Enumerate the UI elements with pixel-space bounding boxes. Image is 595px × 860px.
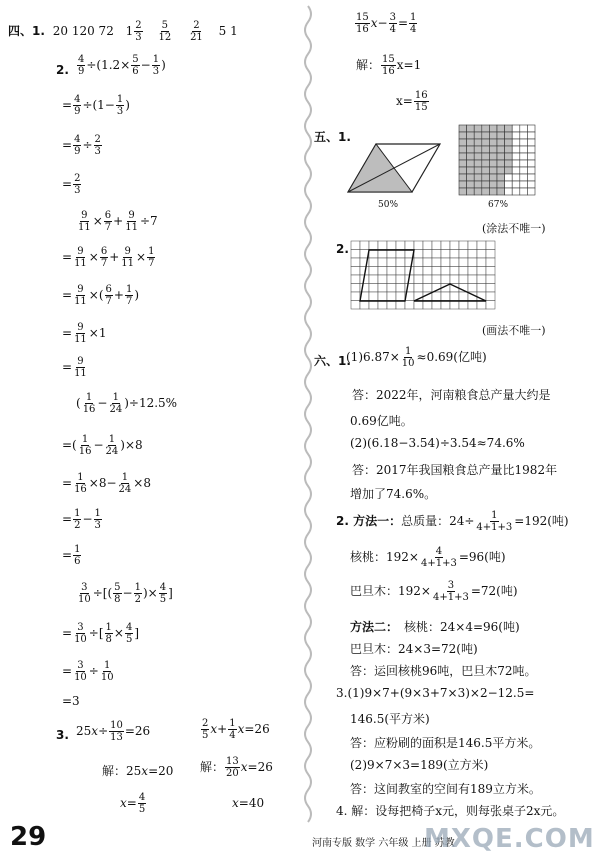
grid-cell: [477, 284, 486, 293]
math-line: ( $\frac{1}{16}$ − $\frac{1}{24}$ )÷12.5%: [76, 392, 178, 415]
grid-cell: [520, 132, 528, 139]
math-line: 解：25x=20: [102, 764, 174, 778]
s4-frac-2: $\frac{5}{12}$: [158, 20, 172, 43]
math-line: = $\frac{9}{11}$: [62, 356, 87, 379]
grid-cell: [489, 167, 497, 174]
grid-cell: [467, 146, 475, 153]
grid-cell: [489, 125, 497, 132]
grid-cell: [396, 275, 405, 284]
grid-cell: [467, 153, 475, 160]
grid-cell: [432, 267, 441, 276]
grid-cell: [527, 132, 535, 139]
grid-cell: [369, 241, 378, 250]
grid-cell: [468, 275, 477, 284]
s6-line-6: 增加了74.6%。: [350, 487, 437, 501]
grid-cell: [486, 250, 495, 259]
note-drawing: (画法不唯一): [482, 324, 546, 337]
s4-frac-3: $\frac{2}{21}$: [190, 20, 203, 43]
right-x-line: x= $\frac{16}{15}$: [396, 90, 428, 113]
s6-line-5: 答：2017年我国粮食总产量比1982年: [352, 463, 558, 477]
right-eq-line: $\frac{15}{16}$ x− $\frac{3}{4}$ = $\frac{1}{4}$: [356, 12, 417, 35]
grid-cell: [489, 146, 497, 153]
grid-cell: [477, 241, 486, 250]
grid-cell: [520, 174, 528, 181]
grid-cell: [351, 292, 360, 301]
grid-cell: [512, 139, 520, 146]
grid-cell: [369, 267, 378, 276]
grid-cell: [486, 258, 495, 267]
math-line: =3: [62, 694, 80, 708]
method2-heading: 方法二：: [350, 620, 399, 634]
pct-67-label: 67%: [488, 200, 509, 210]
grid-cell: [459, 139, 467, 146]
section-6-heading: 六、1.: [314, 354, 351, 368]
grid-cell: [489, 181, 497, 188]
s6-line-3: 0.69亿吨。: [350, 414, 413, 428]
grid-cell: [489, 153, 497, 160]
grid-cell: [378, 267, 387, 276]
grid-cell: [527, 160, 535, 167]
grid-cell: [432, 250, 441, 259]
grid-cell: [482, 153, 490, 160]
grid-cell: [441, 275, 450, 284]
grid-cell: [505, 132, 513, 139]
grid-cell: [396, 284, 405, 293]
grid-cell: [459, 146, 467, 153]
q2-label: 2.: [56, 63, 69, 77]
grid-cell: [450, 241, 459, 250]
grid-cell: [378, 301, 387, 310]
grid-cell: [505, 188, 513, 195]
grid-cell: [505, 146, 513, 153]
grid-cell: [527, 181, 535, 188]
grid-cell: [512, 153, 520, 160]
grid-cell: [423, 275, 432, 284]
q4-line-1: 4. 解：设每把椅子x元，则每张桌子2x元。: [336, 804, 565, 818]
grid-cell: [351, 267, 360, 276]
grid-cell: [450, 292, 459, 301]
grid-cell: [468, 241, 477, 250]
grid-cell: [432, 301, 441, 310]
grid-cell: [468, 284, 477, 293]
grid-cell: [459, 275, 468, 284]
grid-cell: [378, 241, 387, 250]
grid-cell: [512, 188, 520, 195]
grid-cell: [497, 139, 505, 146]
s4-mixed: 1 $\frac{2}{3}$: [125, 20, 142, 43]
grid-cell: [369, 301, 378, 310]
grid-cell: [512, 132, 520, 139]
grid-cell: [474, 160, 482, 167]
grid-cell: [486, 301, 495, 310]
grid-cell: [497, 132, 505, 139]
grid-cell: [423, 258, 432, 267]
grid-cell: [459, 132, 467, 139]
grid-cell: [527, 139, 535, 146]
grid-cell: [441, 301, 450, 310]
page-number: 29: [10, 822, 47, 852]
grid-cell: [520, 125, 528, 132]
math-line: $\frac{4}{9}$ ÷(1.2× $\frac{5}{6}$ − $\frac{1}{3}$ ): [78, 54, 166, 77]
m2-line-3: 答：运回核桃96吨，巴旦木72吨。: [350, 664, 537, 678]
grid-cell: [459, 267, 468, 276]
grid-cell: [477, 301, 486, 310]
section-4-heading: 四、1.: [8, 24, 45, 38]
math-line: $\frac{2}{5}$ x+ $\frac{1}{4}$ x=26: [202, 718, 270, 741]
grid-cell: [512, 167, 520, 174]
math-line: = $\frac{9}{11}$ ×1: [62, 322, 107, 345]
pct-50-label: 50%: [378, 200, 399, 210]
s4-answers: 20 120 72: [52, 24, 114, 38]
math-line: = $\frac{4}{9}$ ÷(1− $\frac{1}{3}$ ): [62, 94, 130, 117]
grid-cell: [360, 241, 369, 250]
grid-cell: [423, 284, 432, 293]
grid-cell: [489, 139, 497, 146]
grid-cell: [497, 146, 505, 153]
footer-text: 河南专版 数学 六年级 上册 苏教: [312, 838, 455, 849]
grid-cell: [512, 125, 520, 132]
grid-cell: [474, 181, 482, 188]
grid-cell: [387, 241, 396, 250]
grid-cell: [512, 174, 520, 181]
grid-cell: [459, 181, 467, 188]
m2-line-2: 巴旦木：24×3=72(吨): [350, 642, 478, 656]
grid-cell: [387, 258, 396, 267]
grid-cell: [489, 174, 497, 181]
grid-cell: [432, 241, 441, 250]
math-line: x= $\frac{4}{5}$: [120, 792, 146, 815]
grid-cell: [459, 250, 468, 259]
grid-cell: [474, 139, 482, 146]
grid-cell: [467, 139, 475, 146]
grid-cell: [474, 132, 482, 139]
grid-cell: [414, 275, 423, 284]
grid-cell: [387, 284, 396, 293]
grid-cell: [497, 153, 505, 160]
grid-cell: [360, 301, 369, 310]
grid-cell: [467, 188, 475, 195]
grid-cell: [489, 160, 497, 167]
s6-line-1: (1)6.87× $\frac{1}{10}$ ≈0.69(亿吨): [346, 346, 487, 369]
grid-cell: [396, 292, 405, 301]
grid-cell: [497, 188, 505, 195]
grid-cell: [441, 292, 450, 301]
grid-cell: [423, 301, 432, 310]
grid-cell: [450, 267, 459, 276]
grid-cell: [351, 241, 360, 250]
q3-line-3: 答：应粉刷的面积是146.5平方米。: [350, 736, 541, 750]
grid-cell: [378, 258, 387, 267]
grid-cell: [486, 275, 495, 284]
grid-cell: [351, 284, 360, 293]
grid-cell: [378, 250, 387, 259]
grid-cell: [351, 250, 360, 259]
grid-cell: [482, 146, 490, 153]
grid-cell: [489, 132, 497, 139]
grid-cell: [482, 139, 490, 146]
grid-cell: [527, 125, 535, 132]
grid-cell: [405, 301, 414, 310]
grid-cell: [497, 167, 505, 174]
grid-cell: [527, 188, 535, 195]
q3-label: 3.: [56, 728, 69, 742]
grid-cell: [441, 241, 450, 250]
math-line: = $\frac{1}{2}$ − $\frac{1}{3}$: [62, 508, 101, 531]
grid-cell: [369, 258, 378, 267]
q3-line-4: (2)9×7×3=189(立方米): [350, 758, 489, 772]
math-line: = $\frac{2}{3}$: [62, 173, 81, 196]
grid-cell: [432, 258, 441, 267]
grid-cell: [520, 160, 528, 167]
drawing-grid-figure: [350, 240, 496, 310]
grid-cell: [414, 241, 423, 250]
grid-cell: [414, 258, 423, 267]
grid-cell: [369, 250, 378, 259]
grid-cell: [432, 292, 441, 301]
grid-cell: [474, 125, 482, 132]
shaded-grid-figure: [458, 124, 536, 196]
grid-cell: [459, 167, 467, 174]
grid-cell: [474, 167, 482, 174]
grid-cell: [505, 153, 513, 160]
grid-cell: [459, 153, 467, 160]
grid-cell: [351, 258, 360, 267]
grid-cell: [520, 139, 528, 146]
grid-cell: [520, 153, 528, 160]
s5-q2-label: 2.: [336, 242, 349, 256]
grid-cell: [423, 250, 432, 259]
grid-cell: [497, 160, 505, 167]
grid-cell: [467, 181, 475, 188]
grid-cell: [467, 167, 475, 174]
grid-cell: [369, 292, 378, 301]
grid-cell: [468, 267, 477, 276]
grid-cell: [396, 267, 405, 276]
grid-cell: [441, 267, 450, 276]
grid-cell: [468, 301, 477, 310]
grid-cell: [414, 267, 423, 276]
s4-tail: 5 1: [218, 24, 238, 38]
grid-cell: [520, 188, 528, 195]
grid-cell: [505, 139, 513, 146]
grid-cell: [387, 250, 396, 259]
grid-cell: [405, 241, 414, 250]
grid-cell: [497, 181, 505, 188]
grid-cell: [414, 250, 423, 259]
q3-line-2: 146.5(平方米): [350, 712, 430, 726]
grid-cell: [351, 275, 360, 284]
note-coloring: (涂法不唯一): [482, 222, 546, 235]
grid-cell: [423, 241, 432, 250]
grid-cell: [474, 188, 482, 195]
grid-cell: [468, 258, 477, 267]
grid-cell: [450, 301, 459, 310]
section-5-heading: 五、1.: [314, 130, 351, 144]
grid-cell: [520, 146, 528, 153]
page-footer: [0, 820, 595, 860]
grid-cell: [459, 301, 468, 310]
grid-cell: [474, 146, 482, 153]
math-line: = $\frac{9}{11}$ ×( $\frac{6}{7}$ + $\frac{1}{7}$ ): [62, 284, 140, 307]
q3-line-5: 答：这间教室的空间有189立方米。: [350, 782, 541, 796]
m2-line-1: 核桃：24×4=96(吨): [404, 620, 520, 634]
grid-cell: [482, 174, 490, 181]
grid-cell: [482, 188, 490, 195]
math-line: $\frac{3}{10}$ ÷[( $\frac{5}{8}$ − $\frac{1}{2}$ )× $\frac{4}{5}$ ]: [78, 582, 173, 605]
grid-cell: [489, 188, 497, 195]
grid-cell: [527, 146, 535, 153]
math-line: = $\frac{1}{16}$ ×8− $\frac{1}{24}$ ×8: [62, 472, 151, 495]
grid-cell: [378, 275, 387, 284]
math-line: $\frac{9}{11}$ × $\frac{6}{7}$ + $\frac{9}{11}$ ÷7: [78, 210, 158, 233]
grid-cell: [459, 241, 468, 250]
grid-cell: [486, 292, 495, 301]
math-line: x=40: [232, 796, 265, 810]
grid-cell: [432, 275, 441, 284]
grid-cell: [505, 160, 513, 167]
grid-cell: [497, 125, 505, 132]
grid-cell: [396, 301, 405, 310]
grid-cell: [520, 167, 528, 174]
grid-cell: [474, 174, 482, 181]
grid-cell: [505, 181, 513, 188]
grid-cell: [423, 267, 432, 276]
math-line: = $\frac{3}{10}$ ÷ $\frac{1}{10}$: [62, 660, 114, 683]
grid-cell: [378, 284, 387, 293]
grid-cell: [505, 125, 513, 132]
grid-cell: [387, 267, 396, 276]
grid-cell: [459, 188, 467, 195]
s6-line-2: 答：2022年，河南粮食总产量大约是: [352, 388, 551, 402]
grid-cell: [477, 275, 486, 284]
grid-cell: [396, 250, 405, 259]
math-line: = $\frac{3}{10}$ ÷[ $\frac{1}{8}$ × $\frac{4}{5}$ ]: [62, 622, 140, 645]
math-line: = $\frac{9}{11}$ × $\frac{6}{7}$ + $\frac{9}{11}$ × $\frac{1}{7}$: [62, 246, 155, 269]
almond-line: 巴旦木：192× $\frac{3}{4+1+3}$ =72(吨): [350, 580, 518, 603]
math-line: =( $\frac{1}{16}$ − $\frac{1}{24}$ )×8: [62, 434, 143, 457]
grid-cell: [396, 241, 405, 250]
grid-cell: [459, 292, 468, 301]
grid-cell: [467, 160, 475, 167]
method1-line: 2. 方法一：总质量：24÷ $\frac{1}{4+1+3}$ =192(吨): [336, 510, 569, 533]
right-jie-line: 解： $\frac{15}{16}$ x=1: [356, 54, 422, 77]
grid-cell: [414, 284, 423, 293]
grid-cell: [482, 125, 490, 132]
grid-cell: [512, 146, 520, 153]
q3-line-1: 3.(1)9×7+(9×3+7×3)×2−12.5=: [336, 686, 535, 700]
grid-cell: [486, 241, 495, 250]
grid-cell: [450, 250, 459, 259]
parallelogram-figure: [346, 140, 442, 196]
grid-cell: [512, 160, 520, 167]
grid-cell: [477, 258, 486, 267]
grid-cell: [482, 132, 490, 139]
grid-cell: [467, 132, 475, 139]
watermark: MXQE.COM: [424, 824, 595, 854]
grid-cell: [474, 153, 482, 160]
grid-cell: [482, 181, 490, 188]
grid-cell: [369, 284, 378, 293]
grid-cell: [459, 174, 467, 181]
grid-cell: [387, 301, 396, 310]
grid-cell: [459, 258, 468, 267]
walnut-line: 核桃：192× $\frac{4}{4+1+3}$ =96(吨): [350, 546, 506, 569]
math-line: = $\frac{1}{6}$: [62, 544, 81, 567]
s6-line-4: (2)(6.18−3.54)÷3.54≈74.6%: [350, 436, 525, 450]
grid-cell: [486, 267, 495, 276]
grid-cell: [387, 292, 396, 301]
grid-cell: [505, 174, 513, 181]
grid-cell: [467, 174, 475, 181]
grid-cell: [459, 160, 467, 167]
grid-cell: [459, 125, 467, 132]
grid-cell: [441, 250, 450, 259]
section-4-line: [8, 20, 238, 43]
grid-cell: [482, 167, 490, 174]
math-line: 解： $\frac{13}{20}$ x=26: [200, 756, 273, 779]
grid-cell: [351, 301, 360, 310]
grid-cell: [396, 258, 405, 267]
grid-cell: [505, 167, 513, 174]
grid-cell: [450, 258, 459, 267]
grid-cell: [467, 125, 475, 132]
grid-cell: [369, 275, 378, 284]
grid-cell: [387, 275, 396, 284]
grid-cell: [477, 267, 486, 276]
grid-cell: [527, 153, 535, 160]
grid-cell: [527, 167, 535, 174]
grid-cell: [486, 284, 495, 293]
grid-cell: [378, 292, 387, 301]
grid-cell: [520, 181, 528, 188]
grid-cell: [468, 250, 477, 259]
grid-cell: [477, 250, 486, 259]
grid-cell: [414, 301, 423, 310]
grid-cell: [450, 275, 459, 284]
math-line: = $\frac{4}{9}$ ÷ $\frac{2}{3}$: [62, 134, 101, 157]
grid-cell: [441, 258, 450, 267]
grid-cell: [512, 181, 520, 188]
grid-cell: [482, 160, 490, 167]
math-line: 25x÷ $\frac{10}{13}$ =26: [76, 720, 151, 743]
grid-cell: [527, 174, 535, 181]
grid-cell: [497, 174, 505, 181]
